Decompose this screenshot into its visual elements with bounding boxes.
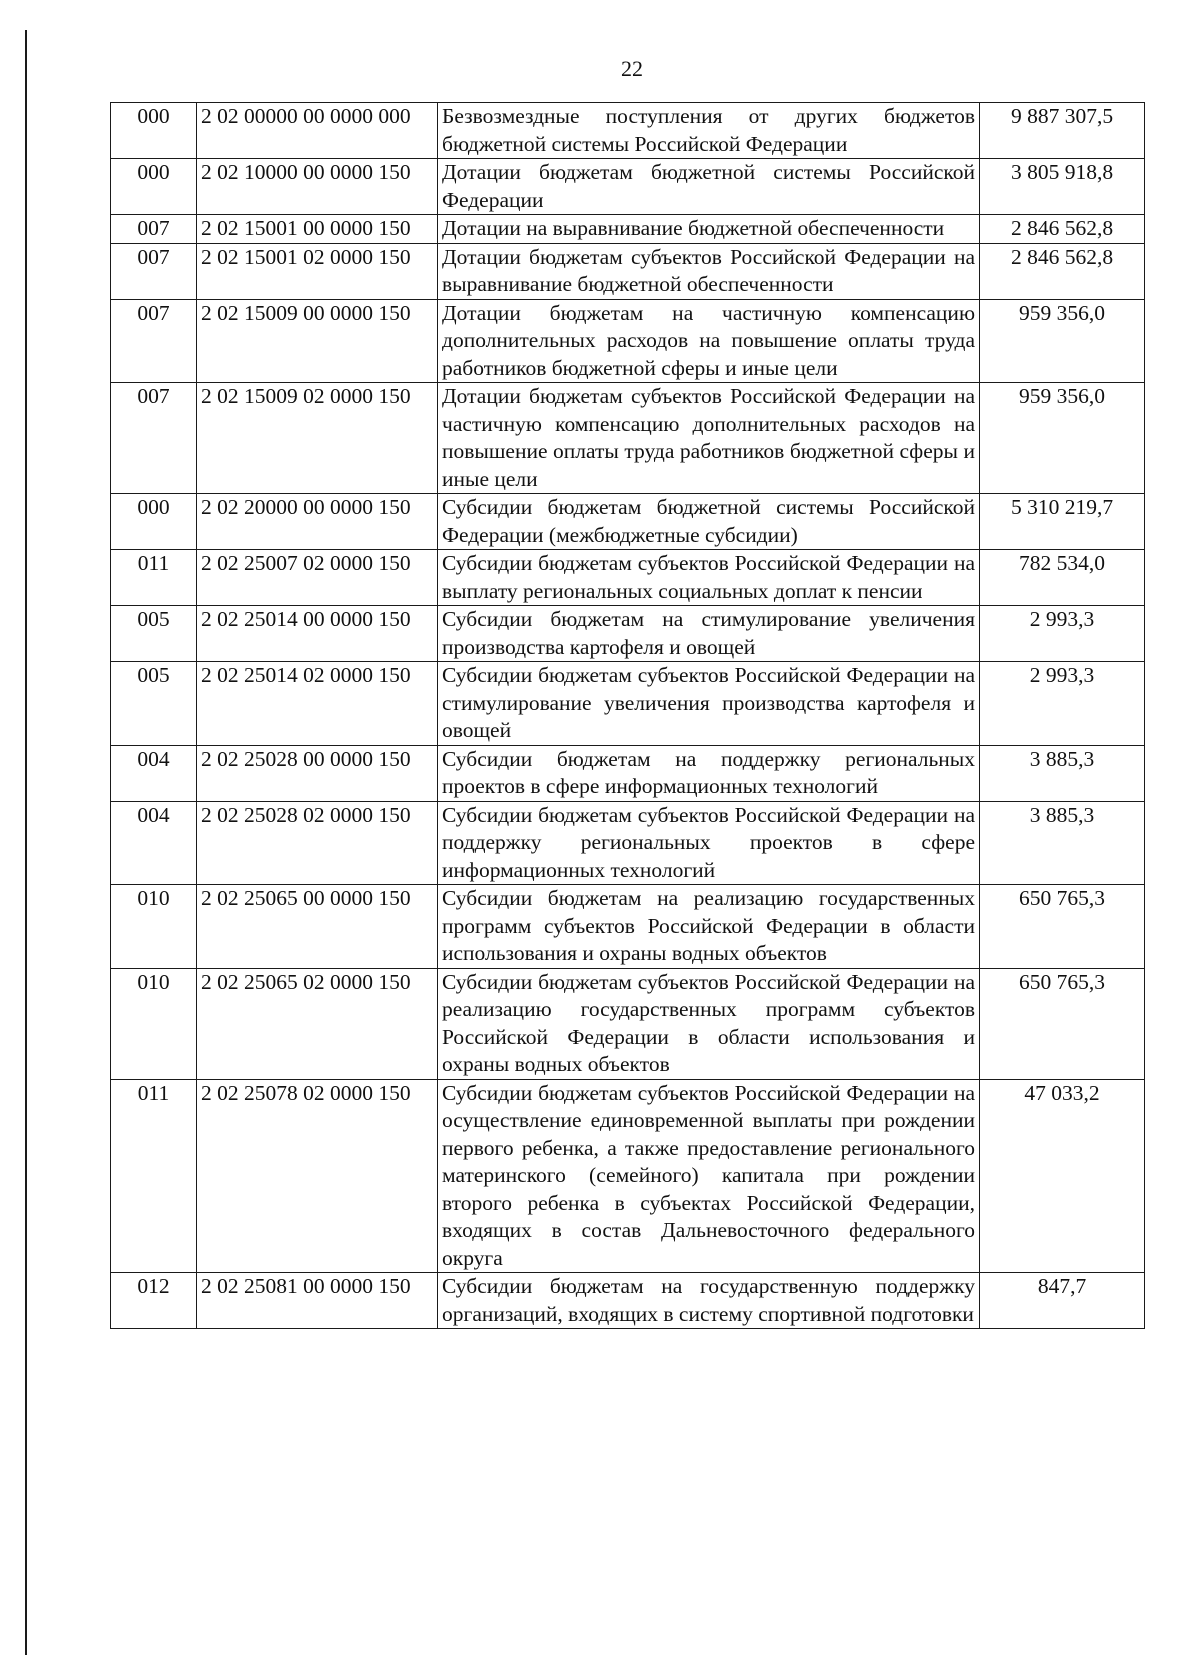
table-row <box>111 662 1145 746</box>
revenue-name-cell: Субсидии бюджетам бюджетной системы Российской Федерации (межбюджетные субсидии) <box>438 494 980 550</box>
classification-code-cell: 2 02 25065 00 0000 150 <box>197 885 438 969</box>
amount-cell: 3 885,3 <box>980 801 1145 885</box>
admin-code-cell: 000 <box>111 103 197 159</box>
classification-code-cell: 2 02 25028 00 0000 150 <box>197 745 438 801</box>
admin-code-cell: 000 <box>111 494 197 550</box>
admin-code-cell: 004 <box>111 801 197 885</box>
amount-cell: 847,7 <box>980 1273 1145 1329</box>
table-row <box>111 801 1145 885</box>
revenue-name-cell: Субсидии бюджетам на реализацию государственных программ субъектов Российской Федерации в области использования и охраны водных объектов <box>438 885 980 969</box>
table-row <box>111 215 1145 244</box>
admin-code-cell: 000 <box>111 159 197 215</box>
admin-code-cell: 005 <box>111 662 197 746</box>
table-row <box>111 550 1145 606</box>
table-body <box>111 103 1145 1329</box>
amount-cell: 2 993,3 <box>980 606 1145 662</box>
classification-code-cell: 2 02 25065 02 0000 150 <box>197 968 438 1079</box>
admin-code-cell: 007 <box>111 243 197 299</box>
classification-code-cell: 2 02 15009 00 0000 150 <box>197 299 438 383</box>
amount-cell: 959 356,0 <box>980 383 1145 494</box>
classification-code-cell: 2 02 15001 02 0000 150 <box>197 243 438 299</box>
revenue-name-cell: Субсидии бюджетам на стимулирование увеличения производства картофеля и овощей <box>438 606 980 662</box>
table-row <box>111 383 1145 494</box>
amount-cell: 5 310 219,7 <box>980 494 1145 550</box>
left-margin-line <box>25 30 27 1655</box>
admin-code-cell: 011 <box>111 1079 197 1273</box>
admin-code-cell: 010 <box>111 968 197 1079</box>
admin-code-cell: 007 <box>111 215 197 244</box>
revenue-name-cell: Субсидии бюджетам субъектов Российской Федерации на выплату региональных социальных доплат к пенсии <box>438 550 980 606</box>
admin-code-cell: 010 <box>111 885 197 969</box>
table-row <box>111 243 1145 299</box>
revenue-name-cell: Дотации на выравнивание бюджетной обеспеченности <box>438 215 980 244</box>
amount-cell: 9 887 307,5 <box>980 103 1145 159</box>
table-row <box>111 299 1145 383</box>
amount-cell: 2 846 562,8 <box>980 243 1145 299</box>
table-row <box>111 1273 1145 1329</box>
table-row <box>111 606 1145 662</box>
amount-cell: 3 805 918,8 <box>980 159 1145 215</box>
amount-cell: 782 534,0 <box>980 550 1145 606</box>
classification-code-cell: 2 02 20000 00 0000 150 <box>197 494 438 550</box>
revenue-name-cell: Безвозмездные поступления от других бюджетов бюджетной системы Российской Федерации <box>438 103 980 159</box>
page-number: 22 <box>621 56 643 81</box>
classification-code-cell: 2 02 25014 00 0000 150 <box>197 606 438 662</box>
revenue-name-cell: Субсидии бюджетам субъектов Российской Федерации на реализацию государственных программ субъектов Российской Федерации в области использования и охраны водных объектов <box>438 968 980 1079</box>
amount-cell: 3 885,3 <box>980 745 1145 801</box>
admin-code-cell: 012 <box>111 1273 197 1329</box>
admin-code-cell: 005 <box>111 606 197 662</box>
classification-code-cell: 2 02 25028 02 0000 150 <box>197 801 438 885</box>
amount-cell: 2 846 562,8 <box>980 215 1145 244</box>
amount-cell: 650 765,3 <box>980 968 1145 1079</box>
classification-code-cell: 2 02 25081 00 0000 150 <box>197 1273 438 1329</box>
table-row <box>111 1079 1145 1273</box>
classification-code-cell: 2 02 15009 02 0000 150 <box>197 383 438 494</box>
revenue-name-cell: Дотации бюджетам субъектов Российской Федерации на частичную компенсацию дополнительных расходов на повышение оплаты труда работников бюджетной сферы и иные цели <box>438 383 980 494</box>
admin-code-cell: 007 <box>111 383 197 494</box>
revenue-name-cell: Субсидии бюджетам на поддержку региональных проектов в сфере информационных технологий <box>438 745 980 801</box>
amount-cell: 47 033,2 <box>980 1079 1145 1273</box>
budget-revenue-table <box>110 102 1145 1329</box>
classification-code-cell: 2 02 00000 00 0000 000 <box>197 103 438 159</box>
classification-code-cell: 2 02 10000 00 0000 150 <box>197 159 438 215</box>
revenue-name-cell: Дотации бюджетам на частичную компенсацию дополнительных расходов на повышение оплаты труда работников бюджетной сферы и иные цели <box>438 299 980 383</box>
table-row <box>111 968 1145 1079</box>
revenue-name-cell: Субсидии бюджетам субъектов Российской Федерации на поддержку региональных проектов в сфере информационных технологий <box>438 801 980 885</box>
classification-code-cell: 2 02 15001 00 0000 150 <box>197 215 438 244</box>
admin-code-cell: 007 <box>111 299 197 383</box>
amount-cell: 650 765,3 <box>980 885 1145 969</box>
amount-cell: 959 356,0 <box>980 299 1145 383</box>
table-row <box>111 745 1145 801</box>
table-row <box>111 494 1145 550</box>
revenue-name-cell: Дотации бюджетам субъектов Российской Федерации на выравнивание бюджетной обеспеченности <box>438 243 980 299</box>
admin-code-cell: 011 <box>111 550 197 606</box>
amount-cell: 2 993,3 <box>980 662 1145 746</box>
revenue-name-cell: Дотации бюджетам бюджетной системы Российской Федерации <box>438 159 980 215</box>
revenue-name-cell: Субсидии бюджетам на государственную поддержку организаций, входящих в систему спортивной подготовки <box>438 1273 980 1329</box>
revenue-name-cell: Субсидии бюджетам субъектов Российской Федерации на осуществление единовременной выплаты при рождении первого ребенка, а также предоставление регионального материнского (семейного) капитала при рождении второго ребенка в субъектах Российской Федерации, входящих в состав Дальневосточного федерального округа <box>438 1079 980 1273</box>
admin-code-cell: 004 <box>111 745 197 801</box>
classification-code-cell: 2 02 25007 02 0000 150 <box>197 550 438 606</box>
classification-code-cell: 2 02 25014 02 0000 150 <box>197 662 438 746</box>
table-row <box>111 103 1145 159</box>
table-row <box>111 159 1145 215</box>
table-row <box>111 885 1145 969</box>
revenue-name-cell: Субсидии бюджетам субъектов Российской Федерации на стимулирование увеличения производства картофеля и овощей <box>438 662 980 746</box>
classification-code-cell: 2 02 25078 02 0000 150 <box>197 1079 438 1273</box>
